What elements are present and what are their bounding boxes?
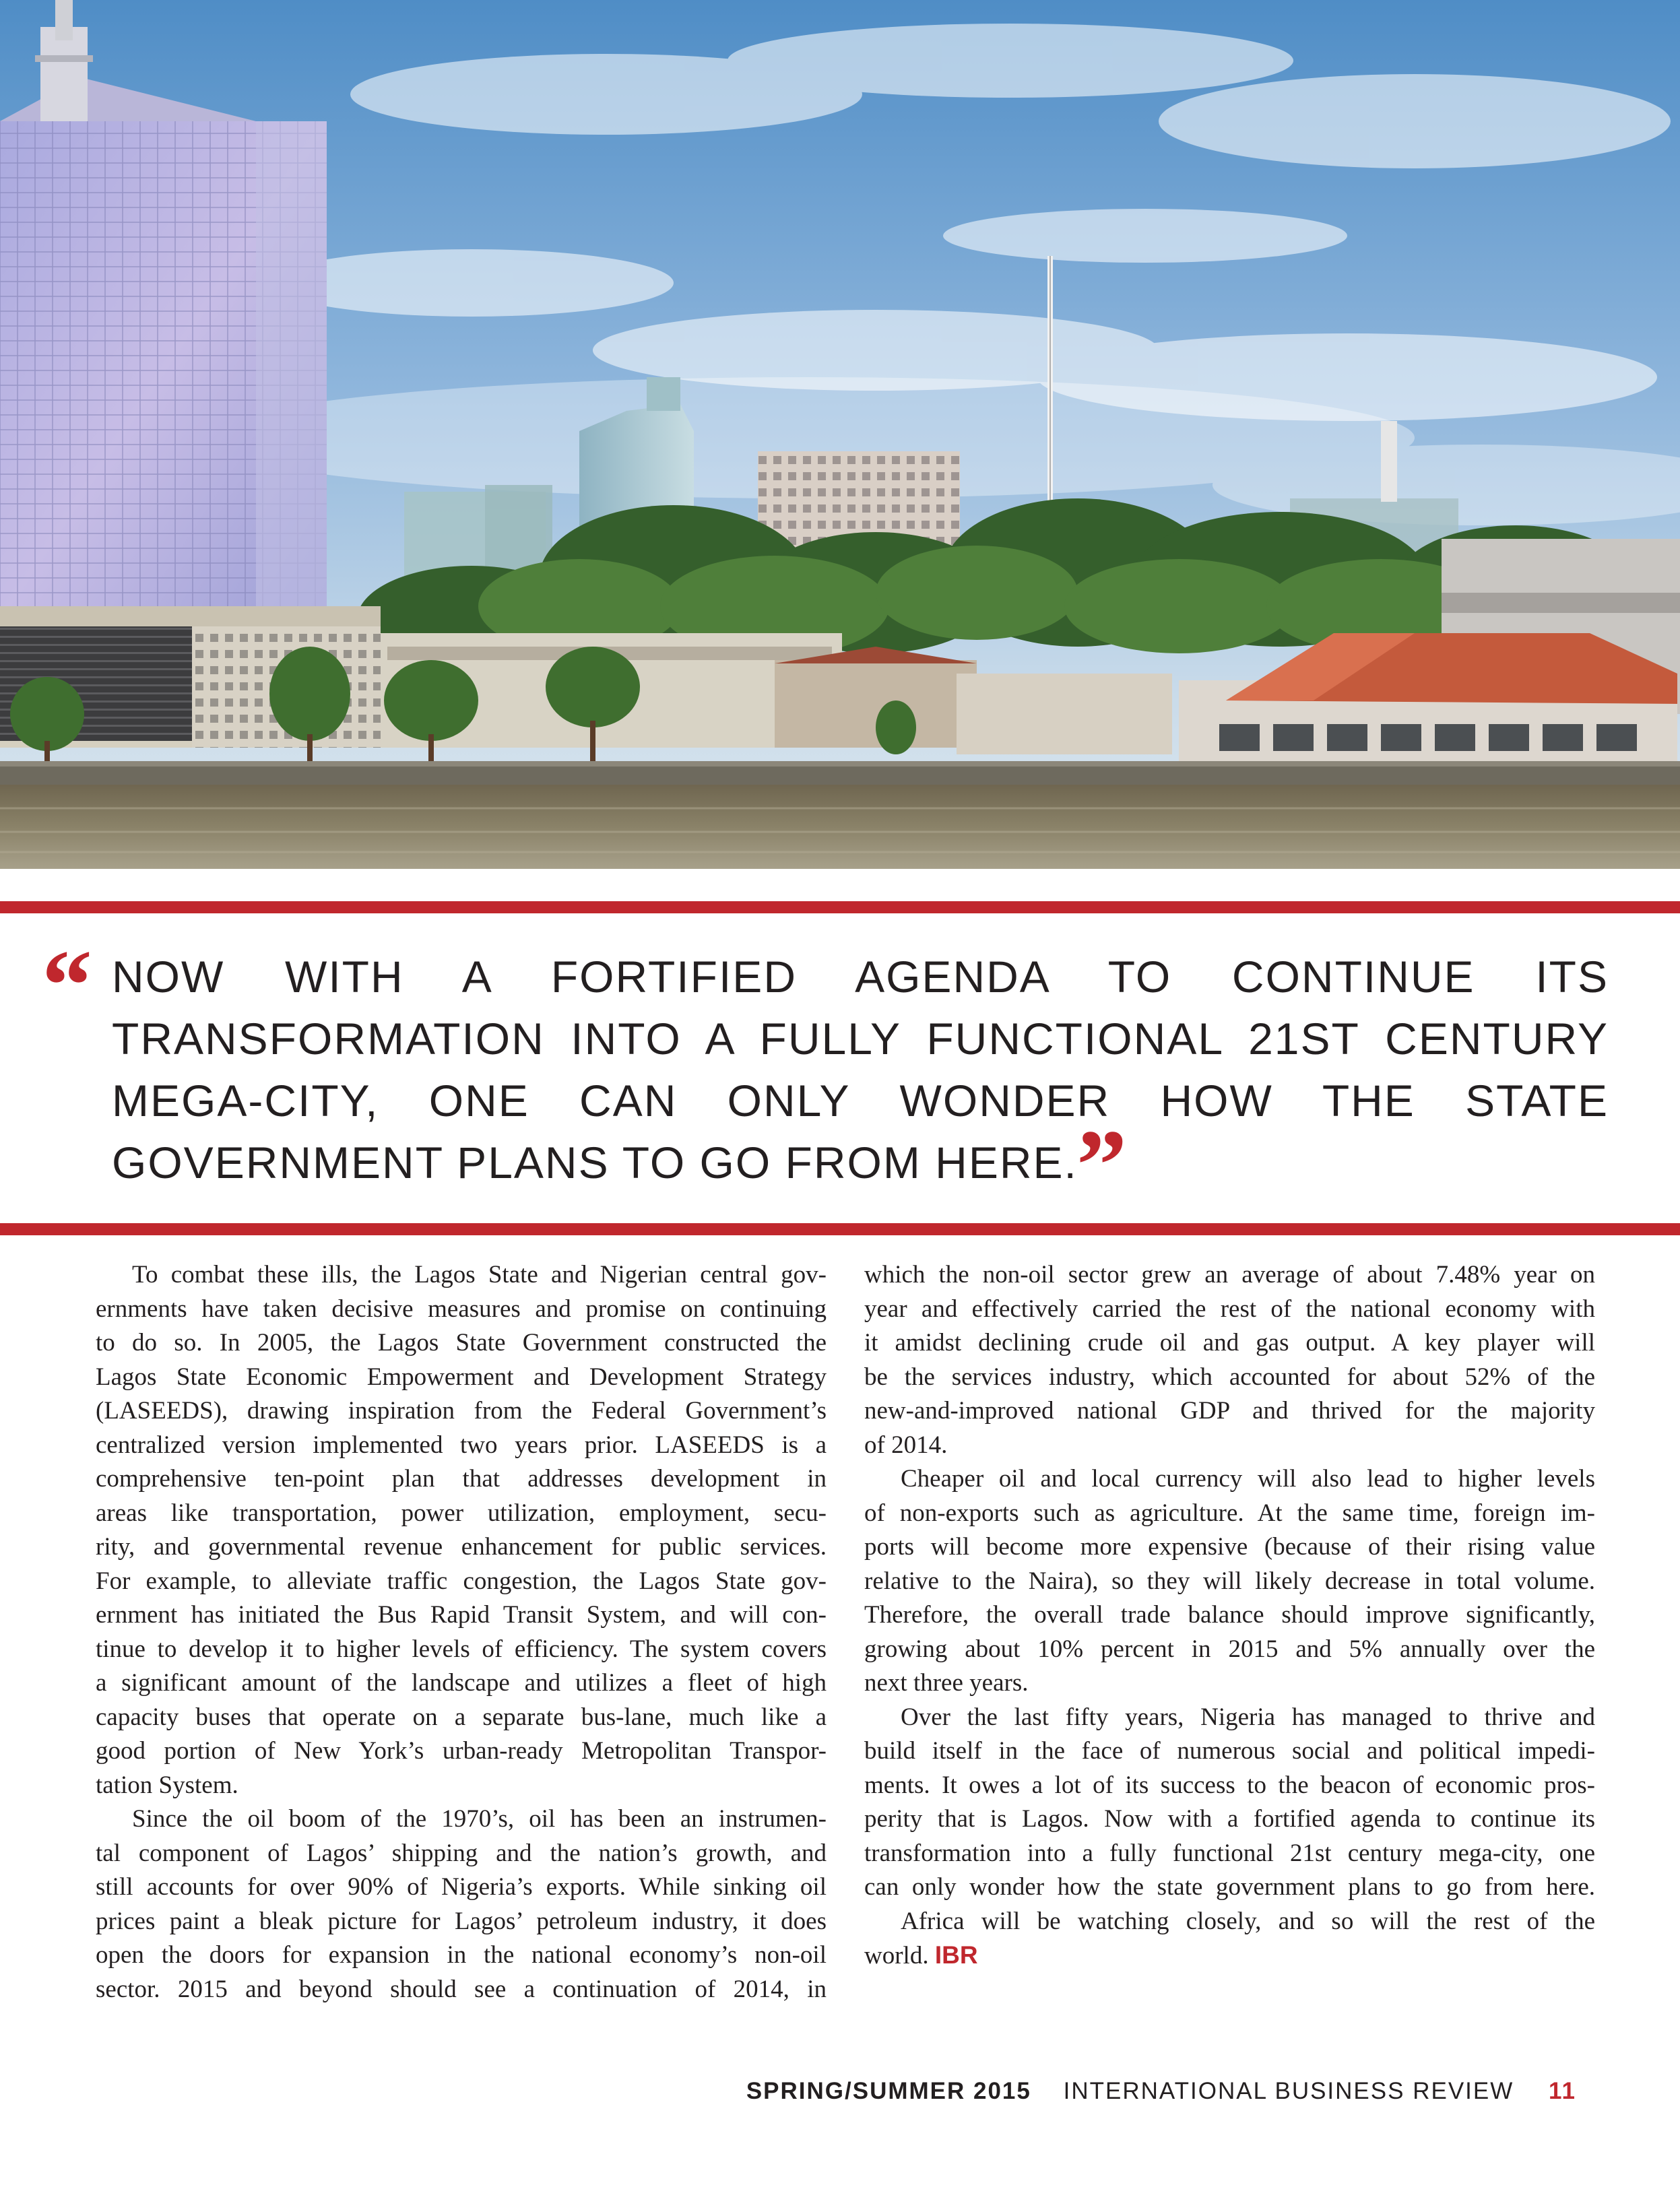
pull-quote-top-rule xyxy=(0,901,1680,913)
text-line: Therefore, the overall trade balance should improve significantly, xyxy=(864,1601,1595,1629)
text-line: growing about 10% percent in 2015 and 5% annually over the xyxy=(864,1635,1595,1663)
pull-quote-line: TRANSFORMATION INTO A FULLY FUNCTIONAL 21ST CENTURY xyxy=(112,1014,1609,1064)
text-line: rity, and governmental revenue enhancement for public services. xyxy=(96,1533,827,1561)
text-line: capacity buses that operate on a separate bus-lane, much like a xyxy=(96,1703,827,1731)
text-line: Africa will be watching closely, and so will the rest of the xyxy=(901,1907,1595,1935)
text-line: comprehensive ten-point plan that addresses development in xyxy=(96,1465,827,1493)
article-left-column xyxy=(96,1258,827,2007)
text-line: can only wonder how the state government plans to go from here. xyxy=(864,1873,1595,1901)
text-line: ments. It owes a lot of its success to the beacon of economic pros- xyxy=(864,1771,1595,1799)
pull-quote-line: GOVERNMENT PLANS TO GO FROM HERE. xyxy=(112,1138,1078,1187)
lagos-skyline-photo xyxy=(0,0,1680,869)
text-line: new-and-improved national GDP and thrived for the majority xyxy=(864,1397,1595,1425)
text-line: ernments have taken decisive measures and promise on continuing xyxy=(96,1295,827,1323)
text-line: open the doors for expansion in the national economy’s non-oil xyxy=(96,1941,827,1969)
text-line: still accounts for over 90% of Nigeria’s exports. While sinking oil xyxy=(96,1873,827,1901)
text-line: prices paint a bleak picture for Lagos’ petroleum industry, it does xyxy=(96,1907,827,1935)
ibr-signature: IBR xyxy=(934,1941,978,1969)
article-right-column xyxy=(864,1258,1595,1973)
text-line: perity that is Lagos. Now with a fortified agenda to continue its xyxy=(864,1805,1595,1833)
page-footer xyxy=(674,2078,1576,2105)
text-line: Since the oil boom of the 1970’s, oil has been an instrumen- xyxy=(132,1805,827,1833)
page-number: 11 xyxy=(1549,2078,1576,2104)
text-line: to do so. In 2005, the Lagos State Government constructed the xyxy=(96,1329,827,1357)
text-line-final xyxy=(864,1938,1595,1973)
text-line: sector. 2015 and beyond should see a continuation of 2014, in xyxy=(96,1975,827,2003)
text-line: Lagos State Economic Empowerment and Development Strategy xyxy=(96,1363,827,1391)
pull-quote-line: NOW WITH A FORTIFIED AGENDA TO CONTINUE ITS xyxy=(112,952,1609,1002)
text-line: tal component of Lagos’ shipping and the nation’s growth, and xyxy=(96,1839,827,1867)
text-line: transformation into a fully functional 21st century mega-city, one xyxy=(864,1839,1595,1867)
text-line: areas like transportation, power utilization, employment, secu- xyxy=(96,1499,827,1527)
text-line: world. xyxy=(864,1942,929,1969)
text-line: of non-exports such as agriculture. At the same time, foreign im- xyxy=(864,1499,1595,1527)
text-line: (LASEEDS), drawing inspiration from the Federal Government’s xyxy=(96,1397,827,1425)
text-line: a significant amount of the landscape and utilizes a fleet of high xyxy=(96,1669,827,1697)
text-line: For example, to alleviate traffic congestion, the Lagos State gov- xyxy=(96,1567,827,1595)
text-line: To combat these ills, the Lagos State and Nigerian central gov- xyxy=(132,1261,827,1289)
text-line: of 2014. xyxy=(864,1431,948,1459)
text-line: which the non-oil sector grew an average of about 7.48% year on xyxy=(864,1261,1595,1289)
text-line: be the services industry, which accounted for about 52% of the xyxy=(864,1363,1595,1391)
text-line: Over the last fifty years, Nigeria has managed to thrive and xyxy=(901,1703,1595,1731)
pull-quote-close-mark: ” xyxy=(1076,1109,1127,1221)
text-line: build itself in the face of numerous social and political impedi- xyxy=(864,1737,1595,1765)
pull-quote-bottom-rule xyxy=(0,1223,1680,1235)
pull-quote-open-mark: “ xyxy=(42,930,92,1041)
text-line: tinue to develop it to higher levels of efficiency. The system covers xyxy=(96,1635,827,1663)
text-line: Cheaper oil and local currency will also lead to higher levels xyxy=(901,1465,1595,1493)
text-line: good portion of New York’s urban-ready Metropolitan Transpor- xyxy=(96,1737,827,1765)
text-line: year and effectively carried the rest of the national economy with xyxy=(864,1295,1595,1323)
pull-quote-line: MEGA-CITY, ONE CAN ONLY WONDER HOW THE STATE xyxy=(112,1076,1609,1126)
text-line: centralized version implemented two years prior. LASEEDS is a xyxy=(96,1431,827,1459)
text-line: relative to the Naira), so they will likely decrease in total volume. xyxy=(864,1567,1595,1595)
issue-label: SPRING/SUMMER 2015 xyxy=(746,2078,1031,2104)
magazine-title: INTERNATIONAL BUSINESS REVIEW xyxy=(1063,2078,1514,2104)
text-line: tation System. xyxy=(96,1771,238,1799)
text-line: ports will become more expensive (because of their rising value xyxy=(864,1533,1595,1561)
text-line: next three years. xyxy=(864,1669,1029,1697)
text-line: it amidst declining crude oil and gas output. A key player will xyxy=(864,1329,1595,1357)
text-line: ernment has initiated the Bus Rapid Transit System, and will con- xyxy=(96,1601,827,1629)
